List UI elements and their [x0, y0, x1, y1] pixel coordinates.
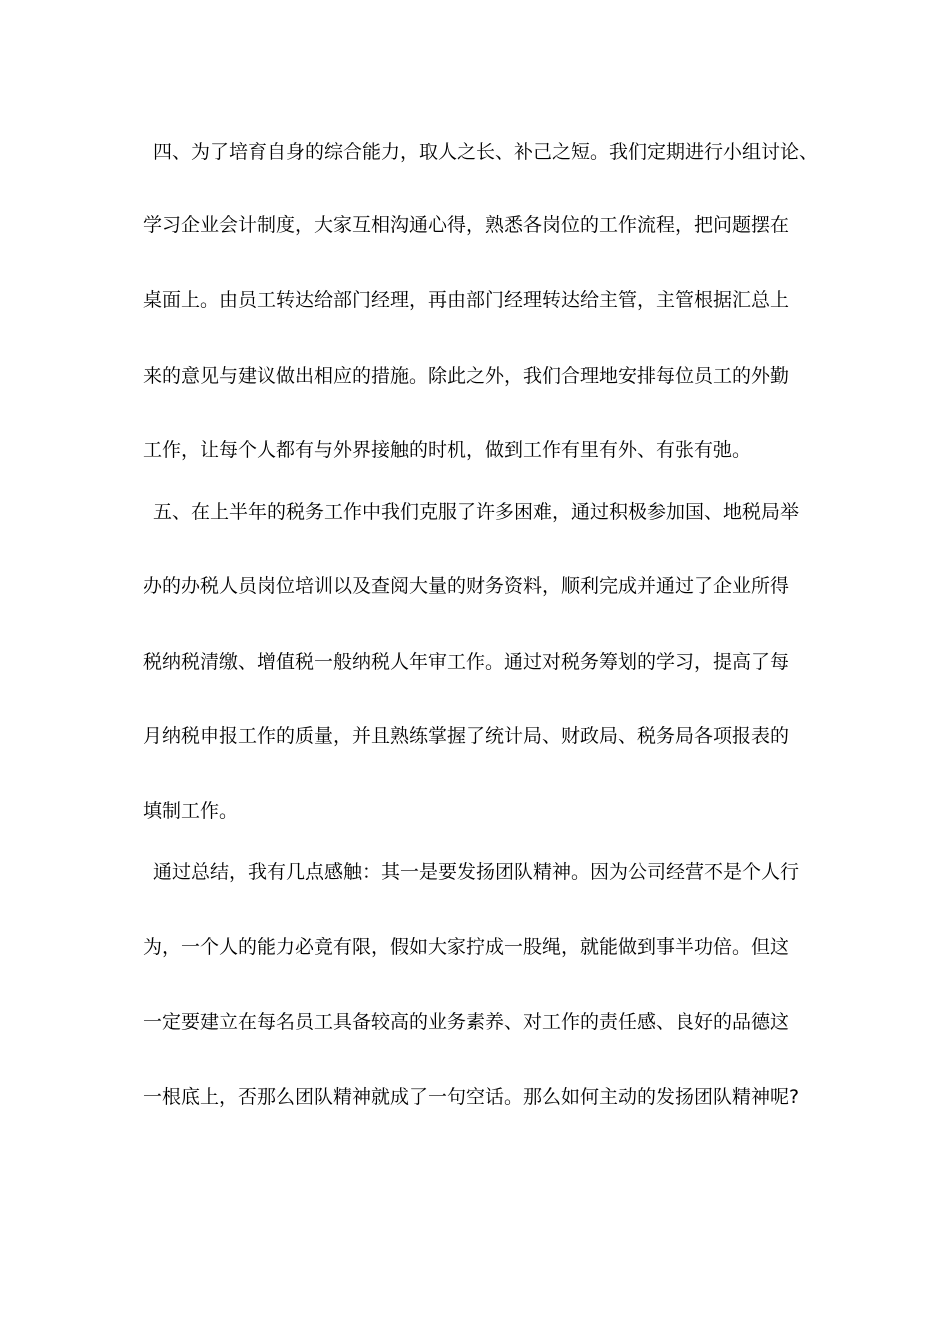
summary-line-4: 一根底上，否那么团队精神就成了一句空话。那么如何主动的发扬团队精神呢?: [143, 1086, 800, 1108]
paragraph-5-line-3: 税纳税清缴、增值税一般纳税人年审工作。通过对税务筹划的学习，提高了每: [143, 651, 790, 673]
summary-line-3: 一定要建立在每名员工具备较高的业务素养、对工作的责任感、良好的品德这: [143, 1011, 790, 1033]
paragraph-4-line-3: 桌面上。由员工转达给部门经理，再由部门经理转达给主管，主管根据汇总上: [143, 289, 790, 311]
paragraph-5-line-4: 月纳税申报工作的质量，并且熟练掌握了统计局、财政局、税务局各项报表的: [143, 725, 790, 747]
paragraph-4-line-1: 四、为了培育自身的综合能力，取人之长、补己之短。我们定期进行小组讨论、: [153, 141, 819, 163]
paragraph-5-line-5: 填制工作。: [143, 800, 239, 822]
summary-line-2: 为，一个人的能力必竟有限，假如大家拧成一股绳，就能做到事半功倍。但这: [143, 936, 790, 958]
paragraph-4-line-4: 来的意见与建议做出相应的措施。除此之外，我们合理地安排每位员工的外勤: [143, 365, 790, 387]
paragraph-4-line-2: 学习企业会计制度，大家互相沟通心得，熟悉各岗位的工作流程，把问题摆在: [143, 214, 790, 236]
paragraph-4-line-5: 工作，让每个人都有与外界接触的时机，做到工作有里有外、有张有弛。: [143, 439, 752, 461]
paragraph-5-line-2: 办的办税人员岗位培训以及查阅大量的财务资料，顺利完成并通过了企业所得: [143, 575, 790, 597]
summary-line-1: 通过总结，我有几点感触：其一是要发扬团队精神。因为公司经营不是个人行: [153, 861, 800, 883]
paragraph-5-line-1: 五、在上半年的税务工作中我们克服了许多困难，通过积极参加国、地税局举: [153, 501, 800, 523]
